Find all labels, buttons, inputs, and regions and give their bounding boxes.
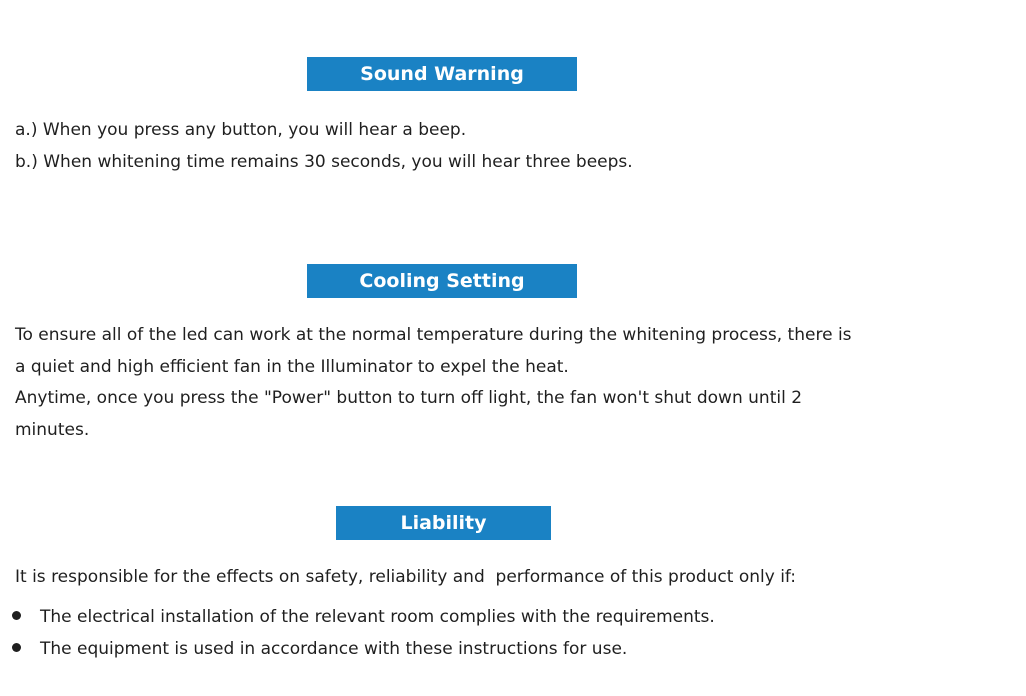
- cooling-setting-heading: Cooling Setting: [307, 264, 577, 298]
- sound-warning-heading: Sound Warning: [307, 57, 577, 91]
- cooling-setting-line-4: minutes.: [15, 420, 90, 440]
- sound-warning-line-b: b.) When whitening time remains 30 seconds, you will hear three beeps.: [15, 152, 633, 172]
- liability-bullet-item: [12, 601, 715, 633]
- liability-intro: It is responsible for the effects on safety, reliability and performance of this product only if:: [15, 567, 797, 587]
- bullet-dot-icon: [12, 643, 21, 652]
- liability-bullet-text: The equipment is used in accordance with these instructions for use.: [40, 639, 628, 659]
- cooling-setting-line-3: Anytime, once you press the "Power" button to turn off light, the fan won't shut down until 2: [15, 388, 803, 408]
- liability-bullet-text: The electrical installation of the relevant room complies with the requirements.: [40, 607, 715, 627]
- cooling-setting-line-2: a quiet and high efficient fan in the Illuminator to expel the heat.: [15, 357, 569, 377]
- bullet-dot-icon: [12, 611, 21, 620]
- liability-bullet-item: [12, 633, 627, 665]
- cooling-setting-line-1: To ensure all of the led can work at the normal temperature during the whitening process, there is: [15, 325, 852, 345]
- sound-warning-line-a: a.) When you press any button, you will hear a beep.: [15, 120, 467, 140]
- liability-heading: Liability: [336, 506, 551, 540]
